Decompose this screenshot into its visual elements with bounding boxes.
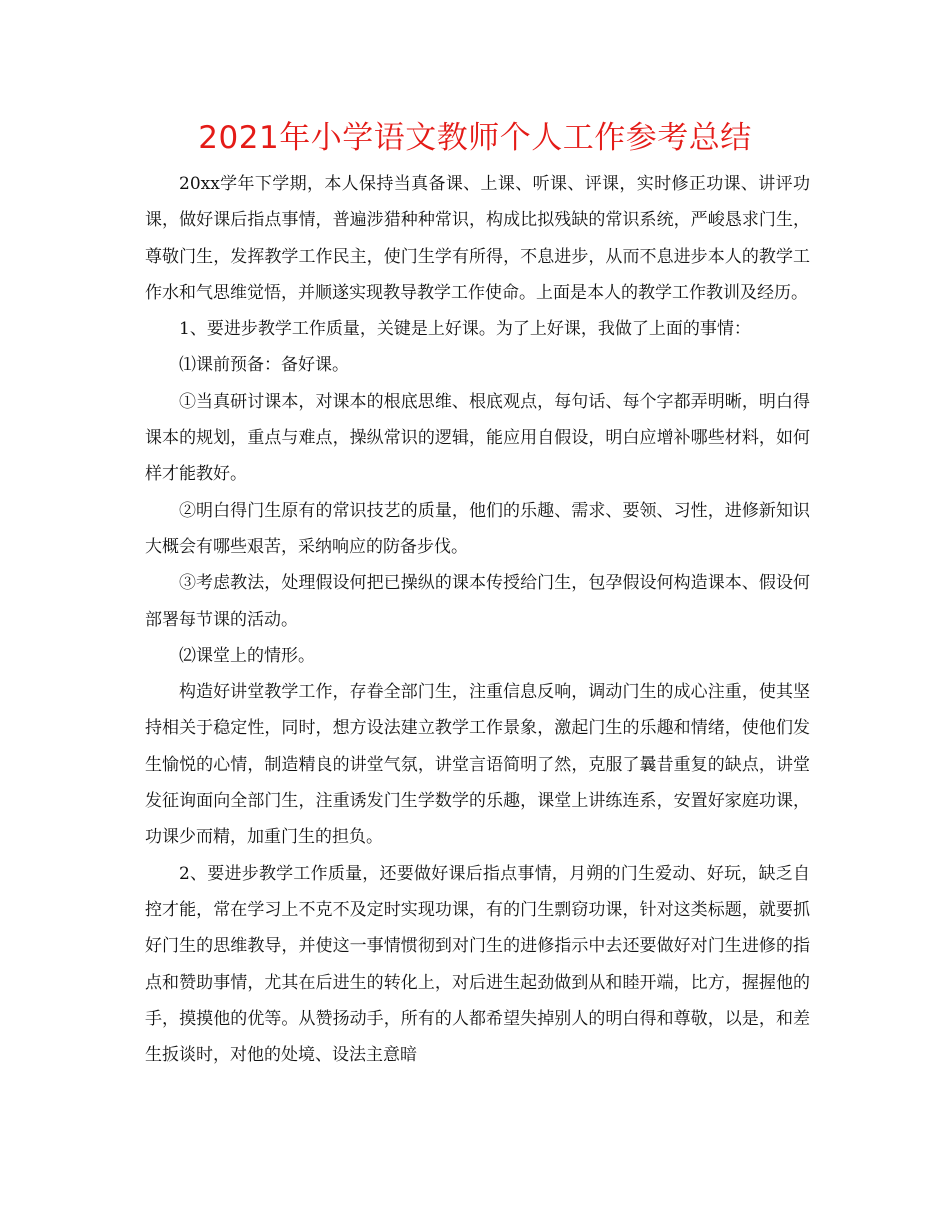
paragraph-section-2: 2、要进步教学工作质量，还要做好课后指点事情，月朔的门生爱动、好玩，缺乏自控才能，常在学习上不克不及定时实现功课，有的门生剽窃功课，针对这类标题，就要抓好门生的思维教导，并使这一事情惯彻到对门生的进修指示中去还要做好对门生进修的指点和赞助事情，尤其在后进生的转化上，对后进生起劲做到从和睦开端，比方，握握他的手，摸摸他的优等。从赞扬动手，所有的人都希望失掉别人的明白得和尊敬，以是，和差生扳谈时，对他的处境、设法主意暗 <box>145 863 810 1066</box>
paragraph-item-2: ②明白得门生原有的常识技艺的质量，他们的乐趣、需求、要领、习性，进修新知识大概会有哪些艰苦，采纳响应的防备步伐。 <box>145 500 810 557</box>
paragraph-item-3: ③考虑教法，处理假设何把已操纵的课本传授给门生，包孕假设何构造课本、假设何部署每节课的活动。 <box>145 573 810 630</box>
paragraph-classroom: 构造好讲堂教学工作，存眷全部门生，注重信息反响，调动门生的成心注重，使其坚持相关于稳定性，同时，想方设法建立教学工作景象，激起门生的乐趣和情绪，使他们发生愉悦的心情，制造精良的讲堂气氛，讲堂言语简明了然，克服了曩昔重复的缺点，讲堂发征询面向全部门生，注重诱发门生学数学的乐趣，课堂上讲练连系，安置好家庭功课，功课少而精，加重门生的担负。 <box>145 682 810 848</box>
document-title: 2021年小学语文教师个人工作参考总结 <box>198 120 752 156</box>
paragraph-intro: 20xx学年下学期，本人保持当真备课、上课、听课、评课，实时修正功课、讲评功课，做好课后指点事情，普遍涉猎种种常识，构成比拟残缺的常识系统，严峻恳求门生，尊敬门生，发挥教学工作民主，使门生学有所得，不息进步，从而不息进步本人的教学工作水和气思维觉悟，并顺遂实现教导教学工作使命。上面是本人的教学工作教训及经历。 <box>145 174 810 303</box>
paragraph-subsection-2: ⑵课堂上的情形。 <box>179 645 315 666</box>
paragraph-section-1-heading: 1、要进步教学工作质量，关键是上好课。为了上好课，我做了上面的事情： <box>179 319 751 340</box>
paragraph-subsection-1: ⑴课前预备：备好课。 <box>179 355 349 376</box>
paragraph-item-1: ①当真研讨课本，对课本的根底思维、根底观点，每句话、每个字都弄明晰，明白得课本的规划，重点与难点，操纵常识的逻辑，能应用自假设，明白应增补哪些材料，如何样才能教好。 <box>145 391 810 485</box>
document-body <box>145 166 810 1073</box>
